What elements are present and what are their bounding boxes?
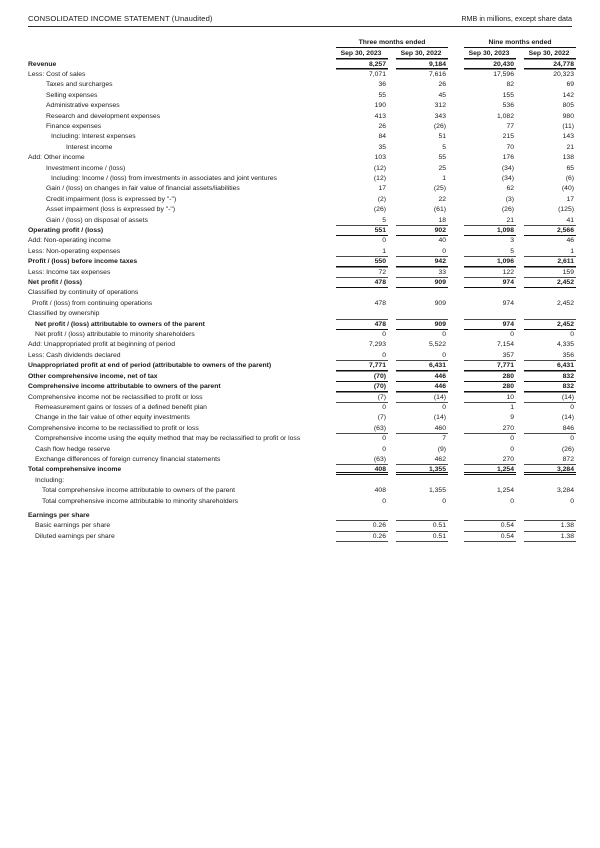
row-label: Taxes and surcharges <box>46 81 113 89</box>
table-row <box>28 164 576 174</box>
cell-value: 190 <box>374 102 386 110</box>
table-row <box>28 299 576 309</box>
cell-value <box>524 309 576 319</box>
cell-value: 7 <box>442 435 446 443</box>
cell-value: 1,098 <box>464 226 516 236</box>
cell-value: (7) <box>377 414 386 422</box>
table-row <box>28 70 576 80</box>
cell-value: 3 <box>510 237 514 245</box>
cell-value: 462 <box>396 455 448 465</box>
cell-value: 1,096 <box>464 257 516 267</box>
row-label: Remeasurement gains or losses of a defined benefit plan <box>35 403 207 411</box>
cell-value <box>336 476 388 486</box>
cell-value: 1,082 <box>496 112 514 120</box>
cell-value: 26 <box>438 81 446 89</box>
cell-value <box>464 476 516 486</box>
cell-value: 40 <box>438 237 446 245</box>
cell-value: 0 <box>382 237 386 245</box>
cell-value: 0 <box>510 497 514 505</box>
cell-value: (40) <box>561 185 574 193</box>
cell-value: (14) <box>524 393 576 403</box>
cell-value: 413 <box>374 112 386 120</box>
cell-value: 0.51 <box>396 532 448 542</box>
cell-value: 0.51 <box>396 521 448 531</box>
table-row <box>28 532 576 542</box>
cell-value: 0 <box>396 247 448 257</box>
cell-value: 18 <box>396 216 448 226</box>
table-row <box>28 465 576 475</box>
cell-value: 5 <box>464 247 516 257</box>
cell-value: 942 <box>396 257 448 267</box>
cell-value: (61) <box>433 206 446 214</box>
cell-value: (70) <box>336 382 388 392</box>
cell-value: 5 <box>336 216 388 226</box>
col-header-date: Sep 30, 2023 <box>464 48 516 60</box>
cell-value: 7,771 <box>464 361 516 371</box>
cell-value: 909 <box>396 320 448 330</box>
cell-value: 26 <box>378 122 386 130</box>
cell-value: (3) <box>505 195 514 203</box>
cell-value <box>524 288 576 298</box>
row-label: Change in the fair value of other equity investments <box>35 414 190 422</box>
cell-value: 974 <box>464 278 516 288</box>
cell-value: (6) <box>565 174 574 182</box>
cell-value: (14) <box>433 414 446 422</box>
cell-value: 20,323 <box>553 70 574 78</box>
cell-value: 0 <box>382 331 386 339</box>
cell-value: 0 <box>382 497 386 505</box>
row-label: Net profit / (loss) <box>28 279 82 287</box>
row-label: Administrative expenses <box>46 102 120 110</box>
cell-value: (12) <box>373 174 386 182</box>
table-row <box>28 521 576 531</box>
cell-value: 974 <box>502 299 514 307</box>
cell-value: 22 <box>438 195 446 203</box>
table-row <box>28 205 576 215</box>
cell-value: 176 <box>502 154 514 162</box>
cell-value: (26) <box>373 206 386 214</box>
cell-value: (14) <box>561 414 574 422</box>
cell-value: 408 <box>336 465 388 475</box>
row-label: Exchange differences of foreign currency financial statements <box>35 455 221 463</box>
cell-value: 7,293 <box>368 341 386 349</box>
cell-value: 1,355 <box>428 487 446 495</box>
row-label: Comprehensive income attributable to owners of the parent <box>28 383 221 391</box>
cell-value: 55 <box>438 154 446 162</box>
cell-value: 343 <box>434 112 446 120</box>
cell-value: 2,452 <box>524 320 576 330</box>
cell-value: (63) <box>336 424 388 434</box>
cell-value: 0 <box>442 403 446 411</box>
cell-value: 46 <box>566 237 574 245</box>
row-label: Comprehensive income to be reclassified to profit or loss <box>28 424 199 432</box>
cell-value: 0 <box>570 497 574 505</box>
cell-value: 0.54 <box>464 532 516 542</box>
cell-value: 72 <box>336 268 388 278</box>
table-row <box>28 288 576 298</box>
cell-value: (14) <box>396 393 448 403</box>
cell-value: 536 <box>502 102 514 110</box>
cell-value: 7,154 <box>496 341 514 349</box>
cell-value: 69 <box>566 81 574 89</box>
table-row <box>28 268 576 278</box>
cell-value: (34) <box>501 164 514 172</box>
cell-value: 20,430 <box>464 60 516 70</box>
table-row <box>28 320 576 330</box>
row-label: Total comprehensive income attributable to owners of the parent <box>42 487 236 495</box>
table-row <box>28 445 576 455</box>
cell-value: 41 <box>524 216 576 226</box>
cell-value <box>336 288 388 298</box>
cell-value: 122 <box>464 268 516 278</box>
cell-value <box>396 507 448 522</box>
cell-value: 2,611 <box>524 257 576 267</box>
cell-value <box>396 476 448 486</box>
cell-value: 550 <box>336 257 388 267</box>
cell-value: 0 <box>336 351 388 361</box>
cell-value: 33 <box>396 268 448 278</box>
page-title: CONSOLIDATED INCOME STATEMENT (Unaudited) <box>28 14 213 23</box>
row-label: Profit / (loss) before income taxes <box>28 258 138 266</box>
cell-value: 312 <box>434 102 446 110</box>
cell-value: 65 <box>566 164 574 172</box>
cell-value: 7,071 <box>368 70 386 78</box>
table-row <box>28 424 576 434</box>
row-label: Total comprehensive income attributable to minority shareholders <box>42 497 239 505</box>
row-label: Comprehensive income not be reclassified to profit or loss <box>28 393 203 401</box>
cell-value: 1 <box>524 247 576 257</box>
row-label: Less: Non-operating expenses <box>28 247 121 255</box>
cell-value: 0 <box>510 445 514 453</box>
cell-value: 0 <box>570 435 574 443</box>
cell-value: 4,335 <box>556 341 574 349</box>
row-label: Comprehensive income using the equity method that may be reclassified to profit or loss <box>35 435 301 443</box>
table-row <box>28 507 576 522</box>
table-body <box>28 60 576 543</box>
cell-value: 909 <box>434 299 446 307</box>
cell-value: 24,778 <box>524 60 576 70</box>
cell-value: 215 <box>502 133 514 141</box>
cell-value <box>524 507 576 522</box>
row-label: Cash flow hedge reserve <box>35 445 111 453</box>
col-group-nine-months: Nine months ended <box>464 38 576 48</box>
cell-value: 446 <box>396 372 448 382</box>
income-statement-table <box>20 38 584 542</box>
row-label: Interest income <box>66 143 113 151</box>
table-row <box>28 351 576 361</box>
cell-value: 832 <box>524 372 576 382</box>
cell-value: 2,566 <box>524 226 576 236</box>
cell-value: 0.54 <box>464 521 516 531</box>
unit-note: RMB in millions, except share data <box>461 14 572 23</box>
cell-value: 551 <box>336 226 388 236</box>
table-row <box>28 60 576 70</box>
cell-value: 25 <box>438 164 446 172</box>
table-row <box>28 340 576 350</box>
cell-value: 6,431 <box>396 361 448 371</box>
row-label: Total comprehensive income <box>28 466 122 474</box>
cell-value: 1,254 <box>496 487 514 495</box>
cell-value: (34) <box>501 174 514 182</box>
table-row <box>28 174 576 184</box>
cell-value: 17 <box>566 195 574 203</box>
cell-value: 8,257 <box>336 60 388 70</box>
cell-value: (7) <box>336 393 388 403</box>
cell-value: 280 <box>464 382 516 392</box>
table-row <box>28 91 576 101</box>
table-row <box>28 486 576 496</box>
cell-value: 0 <box>396 351 448 361</box>
table-row <box>28 143 576 153</box>
table-row <box>28 476 576 486</box>
cell-value: 1 <box>442 174 446 182</box>
cell-value: 902 <box>396 226 448 236</box>
cell-value: 138 <box>562 154 574 162</box>
row-label: Add: Unappropriated profit at beginning of period <box>28 341 175 349</box>
cell-value: 0 <box>570 403 574 411</box>
cell-value: 142 <box>562 91 574 99</box>
cell-value: 0 <box>570 331 574 339</box>
cell-value: 51 <box>438 133 446 141</box>
cell-value: 0.26 <box>336 521 388 531</box>
row-label: Net profit / (loss) attributable to owners of the parent <box>35 320 205 328</box>
cell-value: (9) <box>437 445 446 453</box>
table-row <box>28 434 576 444</box>
row-label: Classified by ownership <box>28 310 100 318</box>
cell-value: (125) <box>558 206 574 214</box>
cell-value: 0 <box>442 497 446 505</box>
table-row <box>28 278 576 288</box>
cell-value: (2) <box>377 195 386 203</box>
cell-value: (11) <box>562 122 574 130</box>
cell-value: 270 <box>464 424 516 434</box>
table-row <box>28 403 576 413</box>
cell-value: 62 <box>506 185 514 193</box>
row-label: Profit / (loss) from continuing operations <box>32 299 153 307</box>
table-row <box>28 153 576 163</box>
table-row <box>28 455 576 465</box>
cell-value: (63) <box>336 455 388 465</box>
cell-value: 7,616 <box>428 70 446 78</box>
cell-value: 0 <box>382 445 386 453</box>
table-row <box>28 184 576 194</box>
cell-value: (25) <box>433 185 446 193</box>
cell-value: 0 <box>382 435 386 443</box>
cell-value: 408 <box>374 487 386 495</box>
table-row <box>28 226 576 236</box>
col-header-date: Sep 30, 2023 <box>336 48 388 60</box>
table-row <box>28 393 576 403</box>
table-row <box>28 361 576 371</box>
cell-value: 5,522 <box>428 341 446 349</box>
col-header-date: Sep 30, 2022 <box>524 48 576 60</box>
table-row <box>28 330 576 340</box>
row-label: Research and development expenses <box>46 112 161 120</box>
cell-value <box>464 309 516 319</box>
row-label: Classified by continuity of operations <box>28 289 139 297</box>
table-row <box>28 257 576 267</box>
row-label: Investment income / (loss) <box>46 164 126 172</box>
cell-value: 478 <box>336 278 388 288</box>
table-row <box>28 101 576 111</box>
cell-value: 2,452 <box>524 278 576 288</box>
cell-value: (26) <box>501 206 514 214</box>
cell-value: 36 <box>378 81 386 89</box>
cell-value: 159 <box>524 268 576 278</box>
cell-value: (12) <box>373 164 386 172</box>
row-label: Diluted earnings per share <box>35 532 115 540</box>
row-label: Earnings per share <box>28 512 90 520</box>
cell-value: 9,184 <box>396 60 448 70</box>
cell-value: 9 <box>510 414 514 422</box>
cell-value: 0 <box>442 331 446 339</box>
row-label: Add: Other income <box>28 154 85 162</box>
cell-value: 143 <box>562 133 574 141</box>
cell-value: (70) <box>336 372 388 382</box>
cell-value: 70 <box>506 143 514 151</box>
cell-value: 872 <box>524 455 576 465</box>
cell-value: 2,452 <box>556 299 574 307</box>
cell-value: 1.38 <box>524 521 576 531</box>
cell-value: 0 <box>382 403 386 411</box>
column-group-row <box>28 38 576 48</box>
row-label: Credit impairment (loss is expressed by "-") <box>46 195 177 203</box>
column-date-row <box>28 48 576 60</box>
cell-value: 103 <box>374 154 386 162</box>
cell-value: 21 <box>566 143 574 151</box>
cell-value: 1 <box>336 247 388 257</box>
table-row <box>28 372 576 382</box>
table-row <box>28 413 576 423</box>
row-label: Other comprehensive income, net of tax <box>28 372 158 380</box>
row-label: Unappropriated profit at end of period (attributable to owners of the parent) <box>28 362 272 370</box>
cell-value: 3,284 <box>556 487 574 495</box>
row-label: Gain / (loss) on disposal of assets <box>46 216 148 224</box>
col-header-date: Sep 30, 2022 <box>396 48 448 60</box>
cell-value: 460 <box>396 424 448 434</box>
row-label: Less: Cost of sales <box>28 70 86 78</box>
empty-corner-cell <box>28 38 328 48</box>
table-row <box>28 309 576 319</box>
cell-value <box>396 288 448 298</box>
row-label: Operating profit / (loss) <box>28 227 104 234</box>
cell-value: 270 <box>464 455 516 465</box>
table-row <box>28 132 576 142</box>
row-label: Gain / (loss) on changes in fair value of financial assets/liabilities <box>46 185 240 193</box>
row-label: Including: <box>35 476 65 484</box>
cell-value: 17,596 <box>493 70 514 78</box>
row-label: Including: Interest expenses <box>51 133 136 141</box>
cell-value: 0 <box>510 331 514 339</box>
cell-value: 357 <box>464 351 516 361</box>
table-row <box>28 497 576 507</box>
row-label: Finance expenses <box>46 122 102 130</box>
row-label: Asset impairment (loss is expressed by "-") <box>46 206 176 214</box>
cell-value: 82 <box>506 81 514 89</box>
cell-value: 1,355 <box>396 465 448 475</box>
cell-value: 446 <box>396 382 448 392</box>
document-header <box>28 14 572 27</box>
empty-corner-cell <box>28 48 328 60</box>
cell-value: 21 <box>464 216 516 226</box>
cell-value: 1 <box>510 403 514 411</box>
table-row <box>28 236 576 246</box>
cell-value <box>396 309 448 319</box>
cell-value: 0.26 <box>336 532 388 542</box>
cell-value: 35 <box>378 143 386 151</box>
cell-value: (26) <box>561 445 574 453</box>
row-label: Basic earnings per share <box>35 522 111 530</box>
cell-value: 478 <box>374 299 386 307</box>
cell-value: (26) <box>433 122 446 130</box>
cell-value: 832 <box>524 382 576 392</box>
table-row <box>28 80 576 90</box>
cell-value: 280 <box>464 372 516 382</box>
cell-value: 155 <box>502 91 514 99</box>
cell-value: 3,284 <box>524 465 576 475</box>
cell-value <box>336 309 388 319</box>
table-row <box>28 216 576 226</box>
cell-value: 7,771 <box>336 361 388 371</box>
cell-value <box>464 288 516 298</box>
row-label: Selling expenses <box>46 91 98 99</box>
cell-value: 805 <box>562 102 574 110</box>
cell-value: 980 <box>562 112 574 120</box>
table-row <box>28 382 576 392</box>
table-row <box>28 122 576 132</box>
cell-value: 55 <box>378 91 386 99</box>
cell-value: 356 <box>524 351 576 361</box>
cell-value: 45 <box>438 91 446 99</box>
cell-value: 846 <box>524 424 576 434</box>
cell-value: 5 <box>442 143 446 151</box>
table-row <box>28 195 576 205</box>
row-label: Net profit / (loss) attributable to minority shareholders <box>35 331 195 339</box>
row-label: Add: Non-operating income <box>28 237 111 245</box>
table-row <box>28 247 576 257</box>
row-label: Including: Income / (loss) from investments in associates and joint ventures <box>51 174 277 182</box>
cell-value: 17 <box>378 185 386 193</box>
cell-value <box>524 476 576 486</box>
cell-value: 10 <box>464 393 516 403</box>
row-label: Less: Cash dividends declared <box>28 351 121 359</box>
cell-value: 1.38 <box>524 532 576 542</box>
table-row <box>28 112 576 122</box>
cell-value: 0 <box>510 435 514 443</box>
row-label: Less: Income tax expenses <box>28 268 111 276</box>
col-group-three-months: Three months ended <box>336 38 448 48</box>
cell-value: 909 <box>396 278 448 288</box>
cell-value: 77 <box>506 122 514 130</box>
cell-value: 478 <box>336 320 388 330</box>
cell-value: 1,254 <box>464 465 516 475</box>
cell-value: 6,431 <box>524 361 576 371</box>
cell-value <box>464 507 516 522</box>
cell-value: 84 <box>378 133 386 141</box>
row-label: Revenue <box>28 60 57 68</box>
cell-value <box>336 507 388 522</box>
cell-value: 974 <box>464 320 516 330</box>
